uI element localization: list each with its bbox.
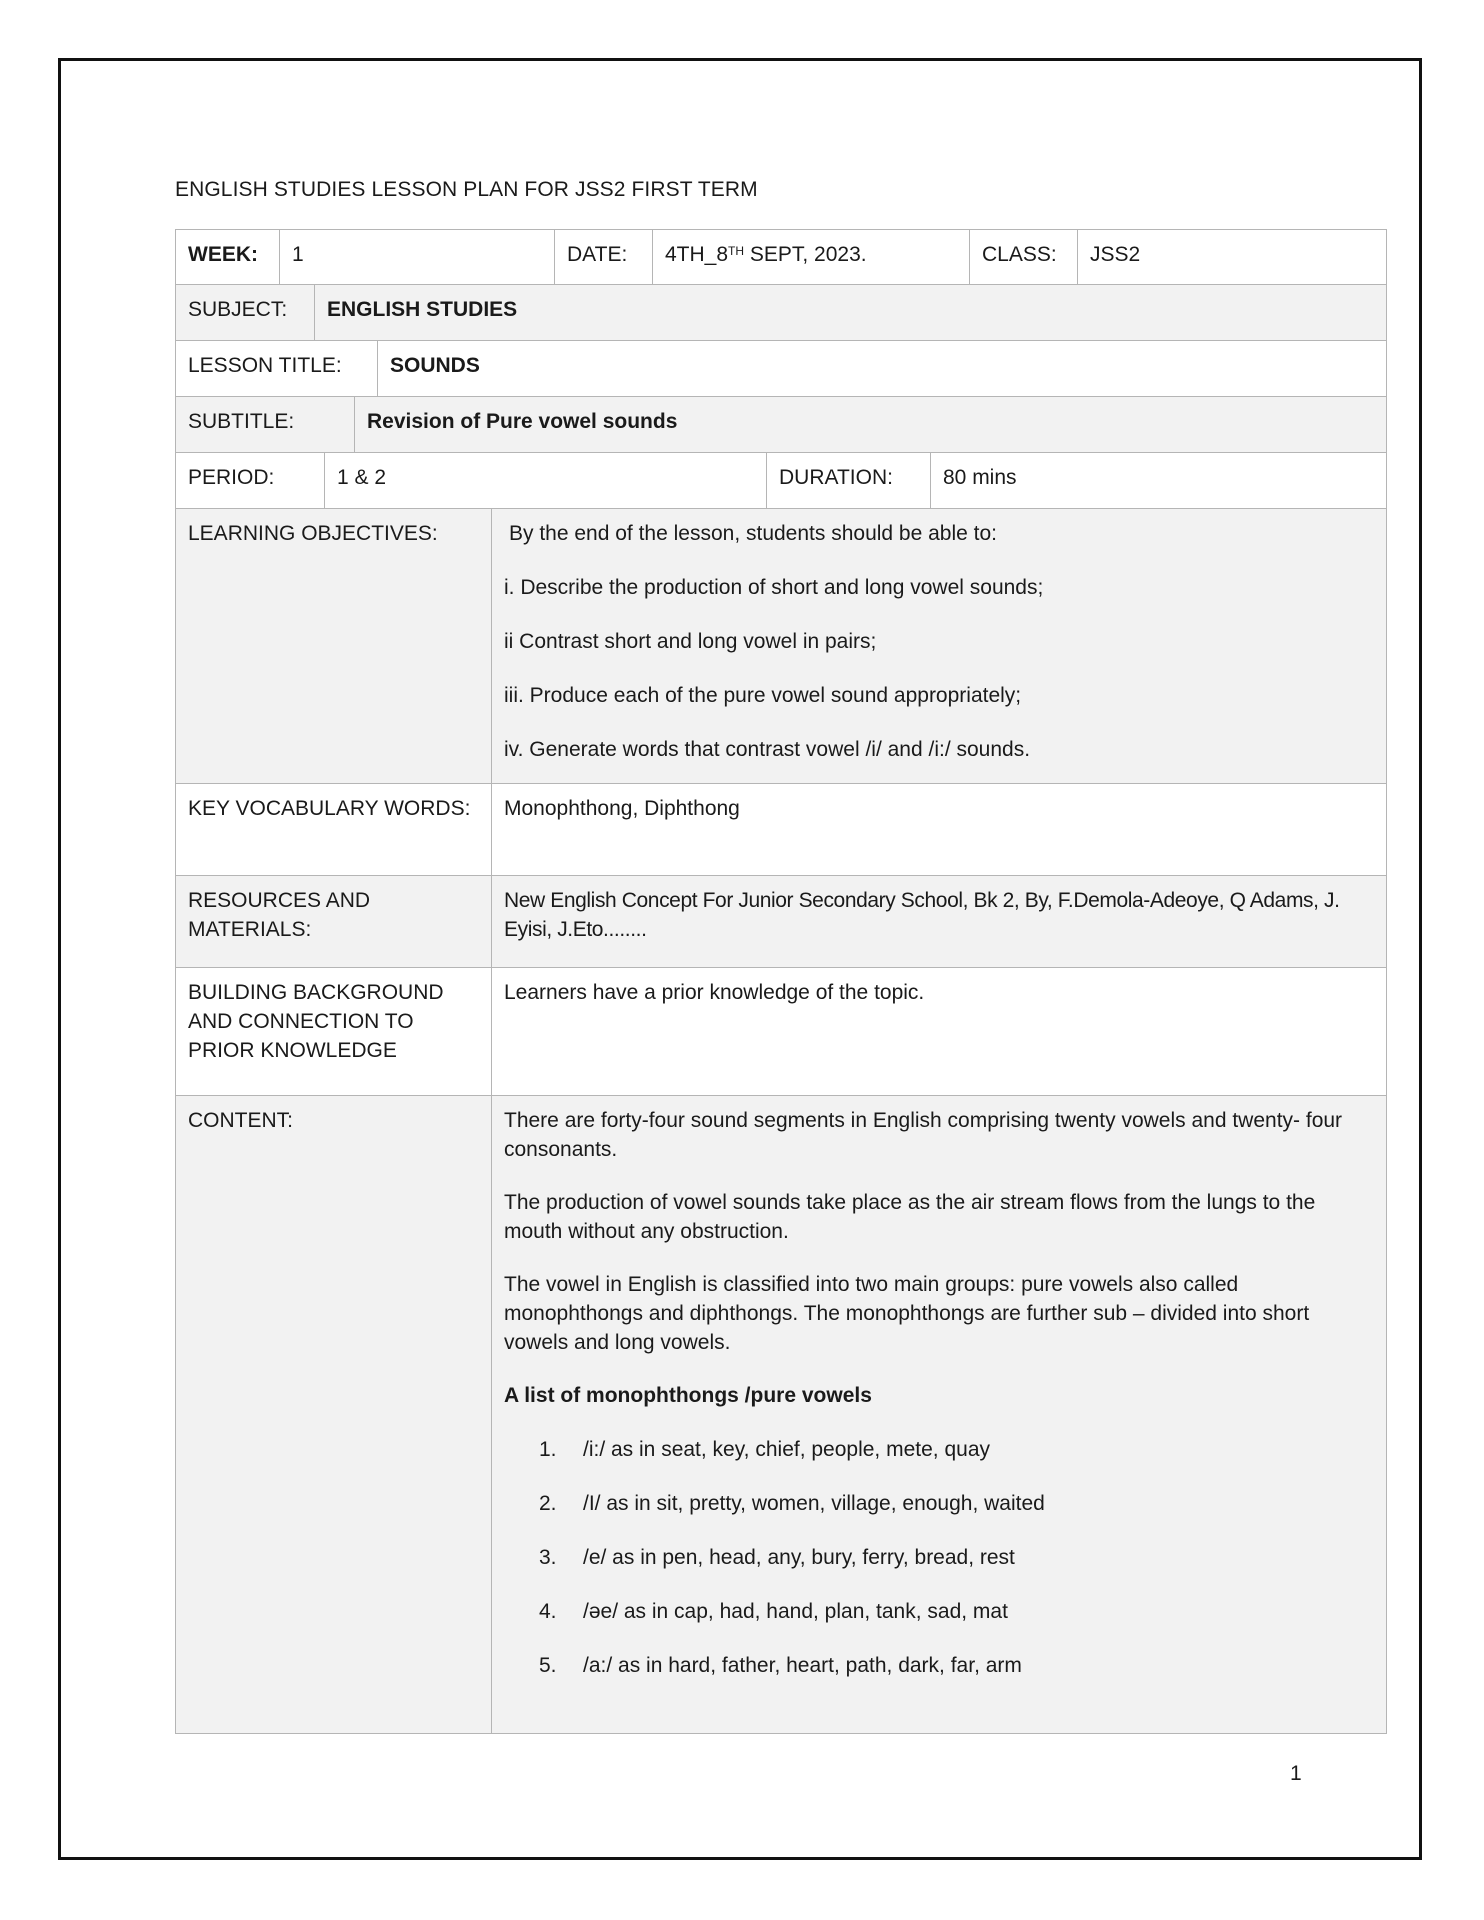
objective-item: ii Contrast short and long vowel in pairs; (504, 630, 877, 653)
objective-item: i. Describe the production of short and long vowel sounds; (504, 576, 1044, 599)
duration-label: DURATION: (767, 453, 931, 509)
subject-value: ENGLISH STUDIES (315, 285, 1387, 341)
objectives-intro: By the end of the lesson, students should be able to: (509, 522, 998, 545)
list-item-number: 3. (539, 1546, 557, 1569)
list-item (504, 1651, 1374, 1680)
document-title: ENGLISH STUDIES LESSON PLAN FOR JSS2 FIRST TERM (175, 178, 758, 201)
lesson-title-value: SOUNDS (378, 341, 1387, 397)
resources-row (175, 876, 1387, 968)
content-paragraph: The production of vowel sounds take place as the air stream flows from the lungs to the mouth without any obstruction. (504, 1191, 1316, 1243)
subtitle-row (175, 397, 1387, 453)
background-row (175, 968, 1387, 1096)
content-paragraph: The vowel in English is classified into two main groups: pure vowels also called monophthongs and diphthongs. The monophthongs are further sub – divided into short vowels and long vowels. (504, 1273, 1310, 1354)
list-item-number: 4. (539, 1600, 557, 1623)
lesson-title-row (175, 341, 1387, 397)
list-item-number: 2. (539, 1492, 557, 1515)
page-number: 1 (1290, 1762, 1302, 1785)
content-paragraph: There are forty-four sound segments in English comprising twenty vowels and twenty- four consonants. (504, 1109, 1343, 1161)
background-value: Learners have a prior knowledge of the topic. (492, 968, 1387, 1096)
content-label: CONTENT: (175, 1096, 492, 1734)
resources-value: New English Concept For Junior Secondary School, Bk 2, By, F.Demola-Adeoye, Q Adams, J. Eyisi, J.Eto........ (492, 876, 1387, 968)
vocabulary-label: KEY VOCABULARY WORDS: (175, 784, 492, 876)
list-item (504, 1597, 1374, 1626)
list-item-text: /I/ as in sit, pretty, women, village, enough, waited (583, 1492, 1045, 1515)
period-row (175, 453, 1387, 509)
period-value: 1 & 2 (325, 453, 767, 509)
list-item-number: 5. (539, 1654, 557, 1677)
period-label: PERIOD: (175, 453, 325, 509)
date-label: DATE: (555, 230, 653, 285)
list-item-text: /i:/ as in seat, key, chief, people, mete, quay (583, 1438, 990, 1461)
background-label: BUILDING BACKGROUND AND CONNECTION TO PRIOR KNOWLEDGE (175, 968, 492, 1096)
list-item (504, 1489, 1374, 1518)
header-row (175, 229, 1387, 285)
content-row (175, 1096, 1387, 1734)
week-label: WEEK: (175, 230, 280, 285)
list-heading: A list of monophthongs /pure vowels (504, 1384, 872, 1407)
content-body (492, 1096, 1387, 1734)
list-item (504, 1543, 1374, 1572)
resources-label: RESOURCES AND MATERIALS: (175, 876, 492, 968)
list-item-text: /əe/ as in cap, had, hand, plan, tank, sad, mat (583, 1600, 1008, 1623)
objective-item: iii. Produce each of the pure vowel sound appropriately; (504, 684, 1022, 707)
objective-item: iv. Generate words that contrast vowel /i/ and /i:/ sounds. (504, 738, 1031, 761)
class-value: JSS2 (1078, 230, 1387, 285)
subject-label: SUBJECT: (175, 285, 315, 341)
class-label: CLASS: (970, 230, 1078, 285)
subtitle-value: Revision of Pure vowel sounds (355, 397, 1387, 453)
subject-row (175, 285, 1387, 341)
week-value: 1 (280, 230, 555, 285)
vocabulary-value: Monophthong, Diphthong (492, 784, 1387, 876)
duration-value: 80 mins (931, 453, 1387, 509)
list-item (504, 1435, 1374, 1464)
lesson-title-label: LESSON TITLE: (175, 341, 378, 397)
vocabulary-row (175, 784, 1387, 876)
date-value: 4TH_8TH SEPT, 2023. (653, 230, 970, 285)
subtitle-label: SUBTITLE: (175, 397, 355, 453)
objectives-body (492, 509, 1387, 784)
list-item-number: 1. (539, 1438, 557, 1461)
objectives-label: LEARNING OBJECTIVES: (175, 509, 492, 784)
objectives-row (175, 509, 1387, 784)
list-item-text: /e/ as in pen, head, any, bury, ferry, bread, rest (583, 1546, 1015, 1569)
list-item-text: /a:/ as in hard, father, heart, path, dark, far, arm (583, 1654, 1022, 1677)
